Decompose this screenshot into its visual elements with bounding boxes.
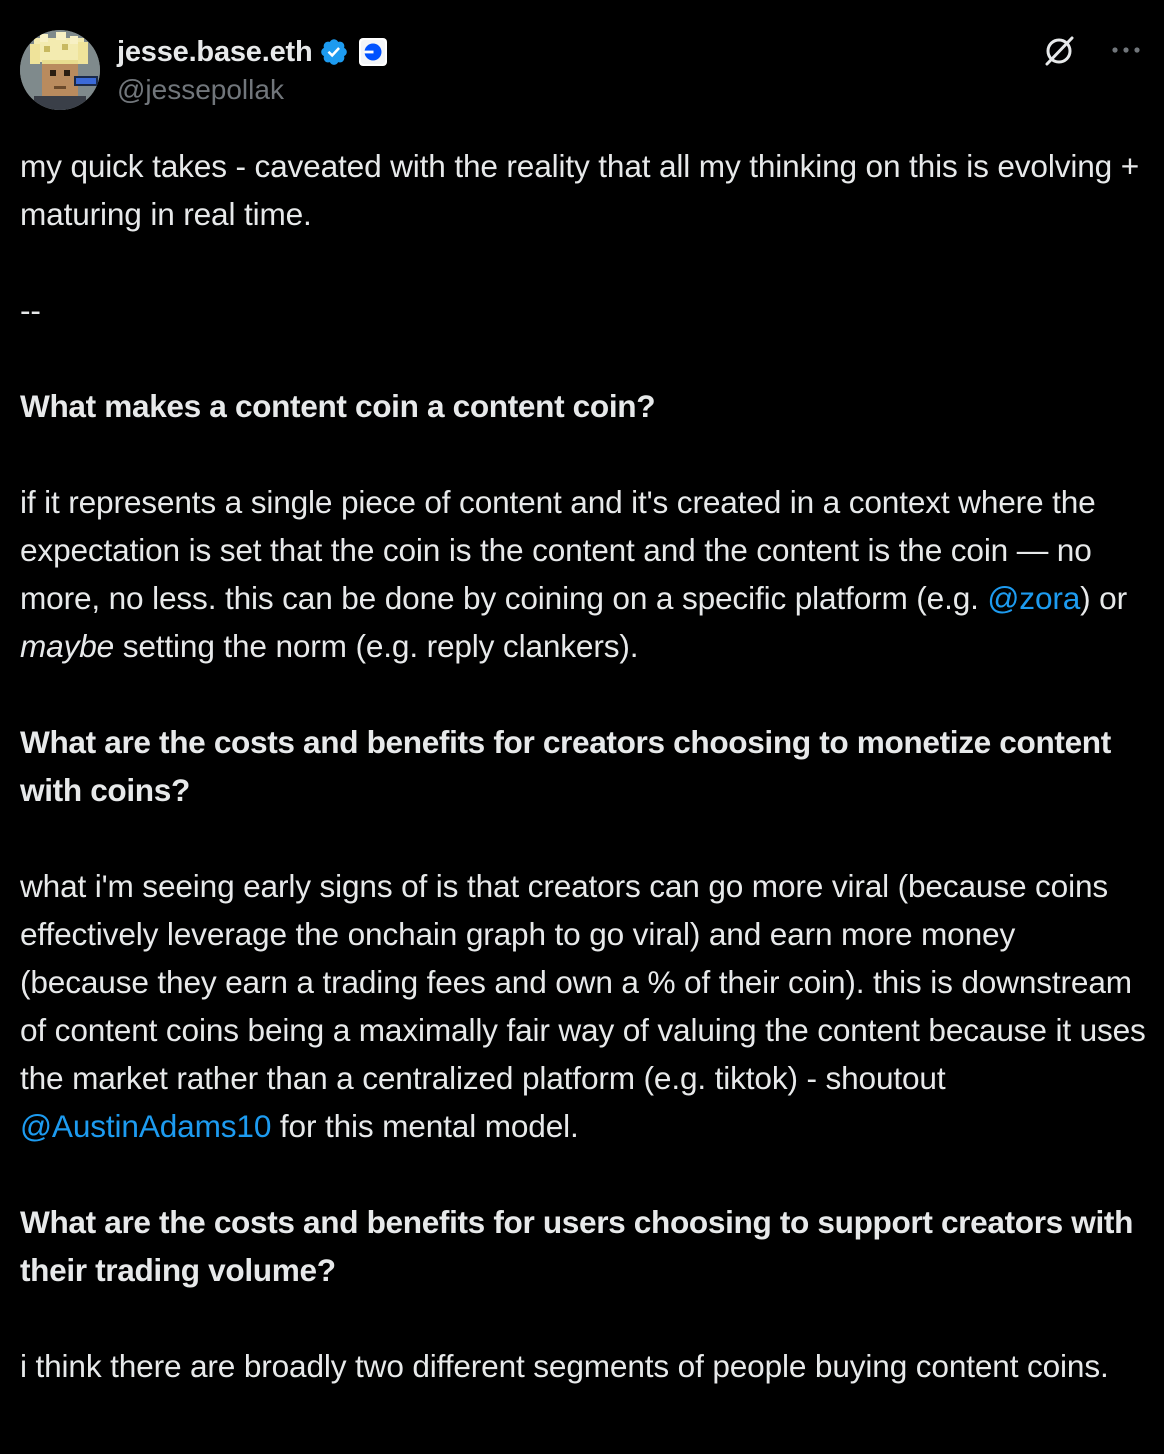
answer-1-italic: maybe	[20, 628, 115, 664]
answer-2-text-a: what i'm seeing early signs of is that creators can go more viral (because coins effectively leverage the onchain graph to go viral) and earn more money (because they earn a trading fees and own a % of their coin). this is downstream of content coins being a maximally fair way of valuing the content because it uses the market rather than a centralized platform (e.g. tiktok) - shoutout	[20, 868, 1146, 1096]
answer-1-text-a: if it represents a single piece of content and it's created in a context where the expectation is set that the coin is the content and the content is the coin — no more, no less. this can be done by coining on a specific platform (e.g.	[20, 484, 1096, 616]
name-row	[117, 32, 388, 72]
affiliate-badge-icon[interactable]	[358, 37, 388, 67]
mention-austinadams10[interactable]: @AustinAdams10	[20, 1108, 272, 1144]
avatar[interactable]	[20, 30, 100, 110]
author-handle[interactable]: @jessepollak	[117, 74, 284, 105]
post-question-2: What are the costs and benefits for creators choosing to monetize content with coins?	[20, 724, 1111, 808]
post-answer-2	[20, 862, 1150, 1150]
verified-icon[interactable]	[319, 37, 349, 67]
answer-1-text-c: setting the norm (e.g. reply clankers).	[114, 628, 639, 664]
post-answer-3: i think there are broadly two different segments of people buying content coins.	[20, 1348, 1109, 1384]
mention-zora[interactable]: @zora	[987, 580, 1081, 616]
post-answer-1	[20, 478, 1150, 670]
post-separator: --	[20, 292, 41, 328]
post-paragraph-intro: my quick takes - caveated with the reality that all my thinking on this is evolving + maturing in real time.	[20, 148, 1140, 232]
post-question-1: What makes a content coin a content coin?	[20, 388, 656, 424]
display-name[interactable]: jesse.base.eth	[117, 35, 313, 68]
pixel-avatar-icon	[20, 30, 100, 110]
answer-2-text-b: for this mental model.	[271, 1108, 579, 1144]
more-options-icon[interactable]	[1108, 36, 1144, 64]
post-question-3: What are the costs and benefits for users choosing to support creators with their trading volume?	[20, 1204, 1134, 1288]
answer-1-text-b: ) or	[1080, 580, 1127, 616]
post-body	[20, 142, 1150, 1390]
author-identity	[117, 32, 388, 106]
grok-icon[interactable]	[1042, 34, 1076, 68]
post-header	[20, 30, 1144, 112]
